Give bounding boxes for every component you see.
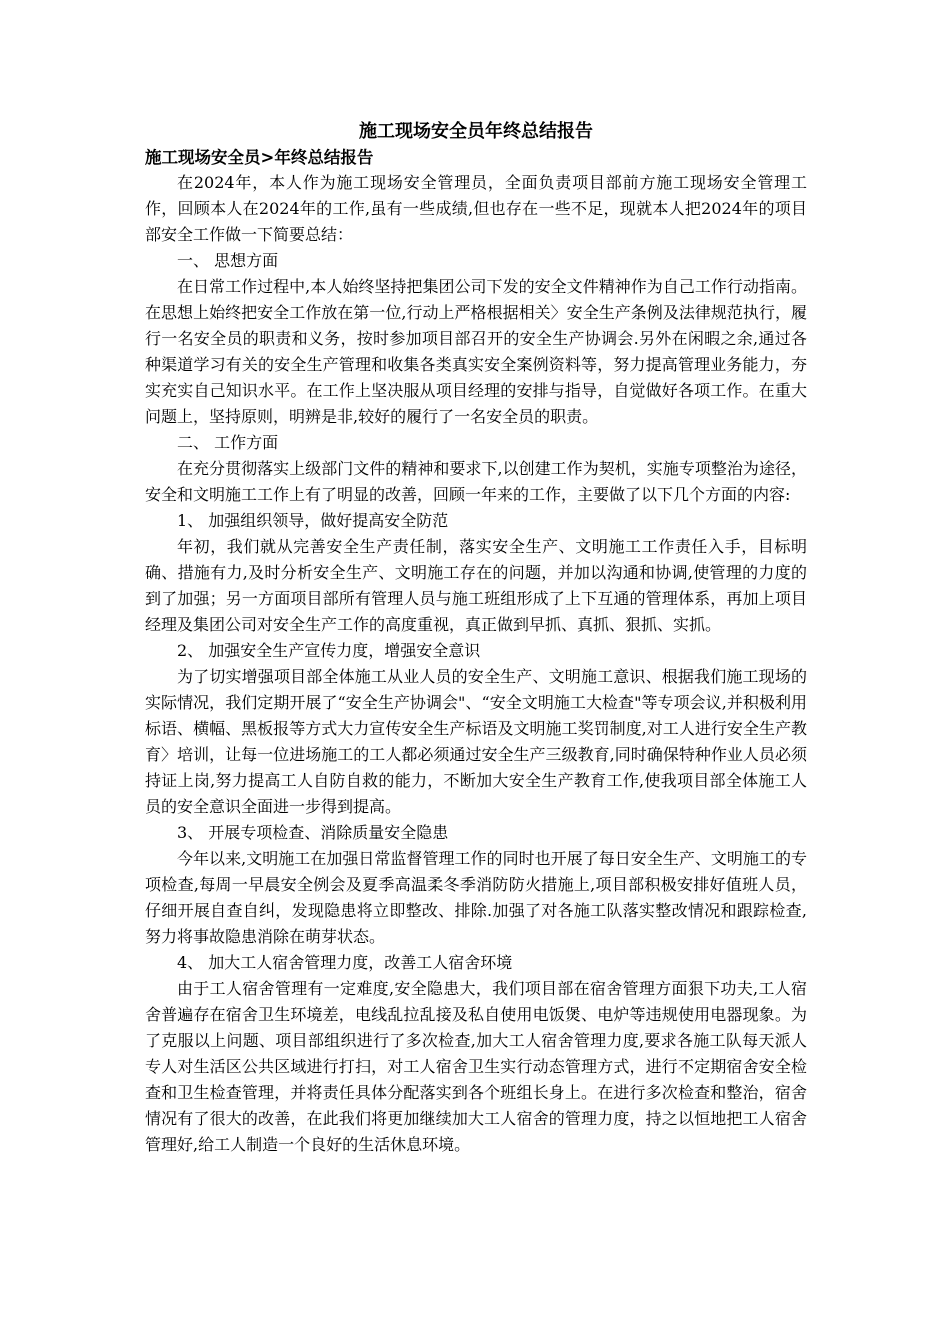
document-page bbox=[145, 118, 807, 1158]
section-heading: 2、 加强安全生产宣传力度，增强安全意识 bbox=[177, 641, 481, 660]
body-paragraph: 年初，我们就从完善安全生产责任制，落实安全生产、文明施工工作责任入手，目标明确、措施有力,及时分析安全生产、文明施工存在的问题，并加以沟通和协调,使管理的力度的到了加强；另一方面项目部所有管理人员与施工班组形成了上下互通的管理体系，再加上项目经理及集团公司对安全生产工作的高度重视，真正做到早抓、真抓、狠抓、实抓。 bbox=[145, 537, 807, 634]
body-paragraph: 在日常工作过程中,本人始终坚持把集团公司下发的安全文件精神作为自己工作行动指南。在思想上始终把安全工作放在第一位,行动上严格根据相关〉安全生产条例及法律规范执行，履行一名安全员的职责和义务，按时参加项目部召开的安全生产协调会.另外在闲暇之余,通过各种渠道学习有关的安全生产管理和收集各类真实安全案例资料等，努力提高管理业务能力，夯实充实自己知识水平。在工作上坚决服从项目经理的安排与指导，自觉做好各项工作。在重大问题上，坚持原则，明辨是非,较好的履行了一名安全员的职责。 bbox=[145, 277, 807, 426]
section-heading: 一、 思想方面 bbox=[177, 251, 279, 270]
body-paragraph: 今年以来,文明施工在加强日常监督管理工作的同时也开展了每日安全生产、文明施工的专项检查,每周一早晨安全例会及夏季高温柔冬季消防防火措施上,项目部积极安排好值班人员，仔细开展自查自纠，发现隐患将立即整改、排除.加强了对各施工队落实整改情况和跟踪检查,努力将事故隐患消除在萌芽状态。 bbox=[145, 849, 807, 946]
document-title: 施工现场安全员年终总结报告 bbox=[359, 121, 593, 142]
section-heading: 二、 工作方面 bbox=[177, 433, 279, 452]
section-heading: 3、 开展专项检查、消除质量安全隐患 bbox=[177, 823, 449, 842]
document-body bbox=[145, 170, 807, 1158]
document-subtitle: 施工现场安全员>年终总结报告 bbox=[145, 148, 374, 167]
body-paragraph: 在2024年，本人作为施工现场安全管理员，全面负责项目部前方施工现场安全管理工作，回顾本人在2024年的工作,虽有一些成绩,但也存在一些不足，现就本人把2024年的项目部安全工作做一下简要总结： bbox=[145, 173, 807, 244]
body-paragraph: 为了切实增强项目部全体施工从业人员的安全生产、文明施工意识、根据我们施工现场的实际情况，我们定期开展了“安全生产协调会"、“安全文明施工大检查"等专项会议,并积极利用标语、横幅、黑板报等方式大力宣传安全生产标语及文明施工奖罚制度,对工人进行安全生产教育〉培训，让每一位进场施工的工人都必须通过安全生产三级教育,同时确保特种作业人员必须持证上岗,努力提高工人自防自救的能力，不断加大安全生产教育工作,使我项目部全体施工人员的安全意识全面进一步得到提高。 bbox=[145, 667, 807, 816]
body-paragraph: 在充分贯彻落实上级部门文件的精神和要求下,以创建工作为契机，实施专项整治为途径，安全和文明施工工作上有了明显的改善，回顾一年来的工作，主要做了以下几个方面的内容: bbox=[145, 459, 807, 504]
body-paragraph: 由于工人宿舍管理有一定难度,安全隐患大，我们项目部在宿舍管理方面狠下功夫,工人宿舍普遍存在宿舍卫生环境差，电线乱拉乱接及私自使用电饭煲、电炉等违规使用电器现象。为了克服以上问题、项目部组织进行了多次检查,加大工人宿舍管理力度,要求各施工队每天派人专人对生活区公共区域进行打扫，对工人宿舍卫生实行动态管理方式，进行不定期宿舍安全检查和卫生检查管理，并将责任具体分配落实到各个班组长身上。在进行多次检查和整治，宿舍情况有了很大的改善，在此我们将更加继续加大工人宿舍的管理力度，持之以恒地把工人宿舍管理好,给工人制造一个良好的生活休息环境。 bbox=[145, 979, 807, 1154]
section-heading: 4、 加大工人宿舍管理力度，改善工人宿舍环境 bbox=[177, 953, 513, 972]
section-heading: 1、 加强组织领导，做好提高安全防范 bbox=[177, 511, 449, 530]
